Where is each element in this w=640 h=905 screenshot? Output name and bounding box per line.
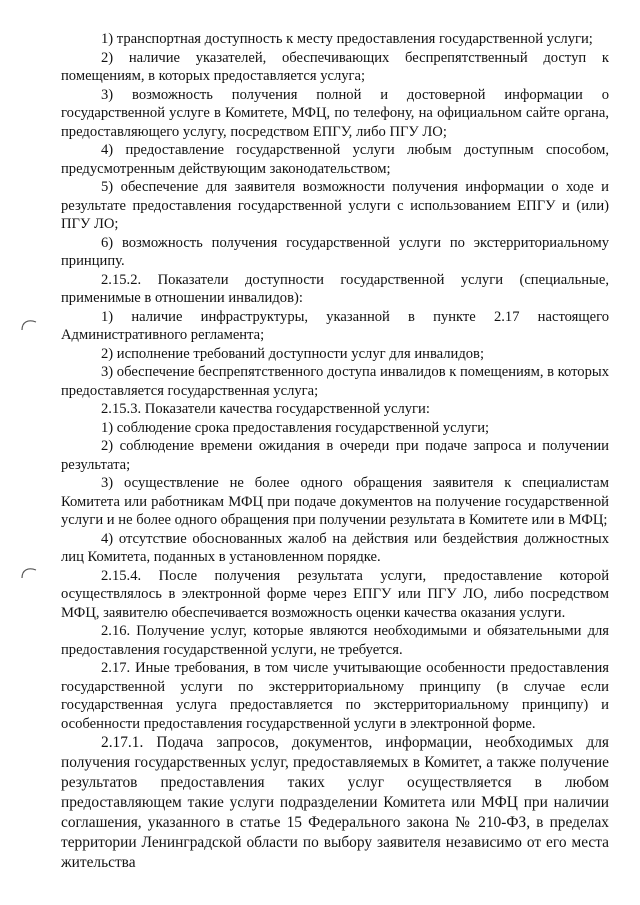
paragraph: 3) осуществление не более одного обращения заявителя к специалистам Комитета или работникам МФЦ при подаче документов на получение государственной услуги и не более одного обращения при получении результата в Комитете или в МФЦ; bbox=[61, 475, 609, 528]
paragraph: 2.17. Иные требования, в том числе учитывающие особенности предоставления государственной услуги по экстерриториальному принципу (в случае если государственная услуга предоставляется по экстерриториальному принципу) и особенности предоставления государственной услуги в электронной форме. bbox=[61, 660, 609, 732]
paragraph: 2) исполнение требований доступности услуг для инвалидов; bbox=[101, 345, 485, 362]
paragraph: 2.15.4. После получения результата услуги, предоставление которой осуществлялось в электронной форме через ЕПГУ или ПГУ ЛО, либо посредством МФЦ, заявителю обеспечивается возможность оценки качества оказания услуги. bbox=[61, 567, 609, 621]
paragraph: 2.15.3. Показатели качества государственной услуги: bbox=[101, 401, 430, 417]
paragraph: 2.17.1. Подача запросов, документов, информации, необходимых для получения государственных услуг, предоставляемых в Комитет, а также получение результатов предоставления таких услуг осуществляется в любом предоставляющем такие услуги подразделении Комитета или МФЦ при наличии соглашения, указанного в статье 15 Федерального закона № 210-ФЗ, в пределах территории Ленинградской области по выбору заявителя независимо от его места жительства bbox=[61, 734, 609, 871]
hole-punch-mark bbox=[20, 318, 38, 332]
paragraph: 2) соблюдение времени ожидания в очереди при подаче запроса и получении результата; bbox=[61, 438, 609, 473]
paragraph: 3) обеспечение беспрепятственного доступа инвалидов к помещениям, в которых предоставляется государственная услуга; bbox=[61, 364, 609, 399]
paragraph: 2.15.2. Показатели доступности государственной услуги (специальные, применимые в отношении инвалидов): bbox=[61, 271, 609, 306]
paragraph: 6) возможность получения государственной услуги по экстерриториальному принципу. bbox=[61, 234, 609, 269]
paragraph: 1) транспортная доступность к месту предоставления государственной услуги; bbox=[101, 31, 593, 47]
paragraph: 2) наличие указателей, обеспечивающих беспрепятственный доступ к помещениям, в которых предоставляется услуга; bbox=[61, 49, 609, 84]
paragraph: 4) отсутствие обоснованных жалоб на действия или бездействия должностных лиц Комитета, поданных в установленном порядке. bbox=[61, 530, 609, 565]
paragraph: 5) обеспечение для заявителя возможности получения информации о ходе и результате предоставления государственной услуги с использованием ЕПГУ и (или) ПГУ ЛО; bbox=[61, 179, 609, 232]
paragraph: 1) соблюдение срока предоставления государственной услуги; bbox=[101, 419, 490, 436]
paragraph: 3) возможность получения полной и достоверной информации о государственной услуге в Комитете, МФЦ, по телефону, на официальном сайте органа, предоставляющего услугу, посредством ЕПГУ, либо ПГУ ЛО; bbox=[61, 86, 609, 140]
paragraph: 1) наличие инфраструктуры, указанной в пункте 2.17 настоящего Административного регламента; bbox=[61, 308, 609, 343]
paragraph: 4) предоставление государственной услуги любым доступным способом, предусмотренным действующим законодательством; bbox=[61, 142, 609, 177]
document-page bbox=[61, 30, 609, 873]
hole-punch-mark bbox=[20, 566, 38, 580]
paragraph: 2.16. Получение услуг, которые являются необходимыми и обязательными для предоставления государственной услуги, не требуется. bbox=[61, 623, 609, 658]
